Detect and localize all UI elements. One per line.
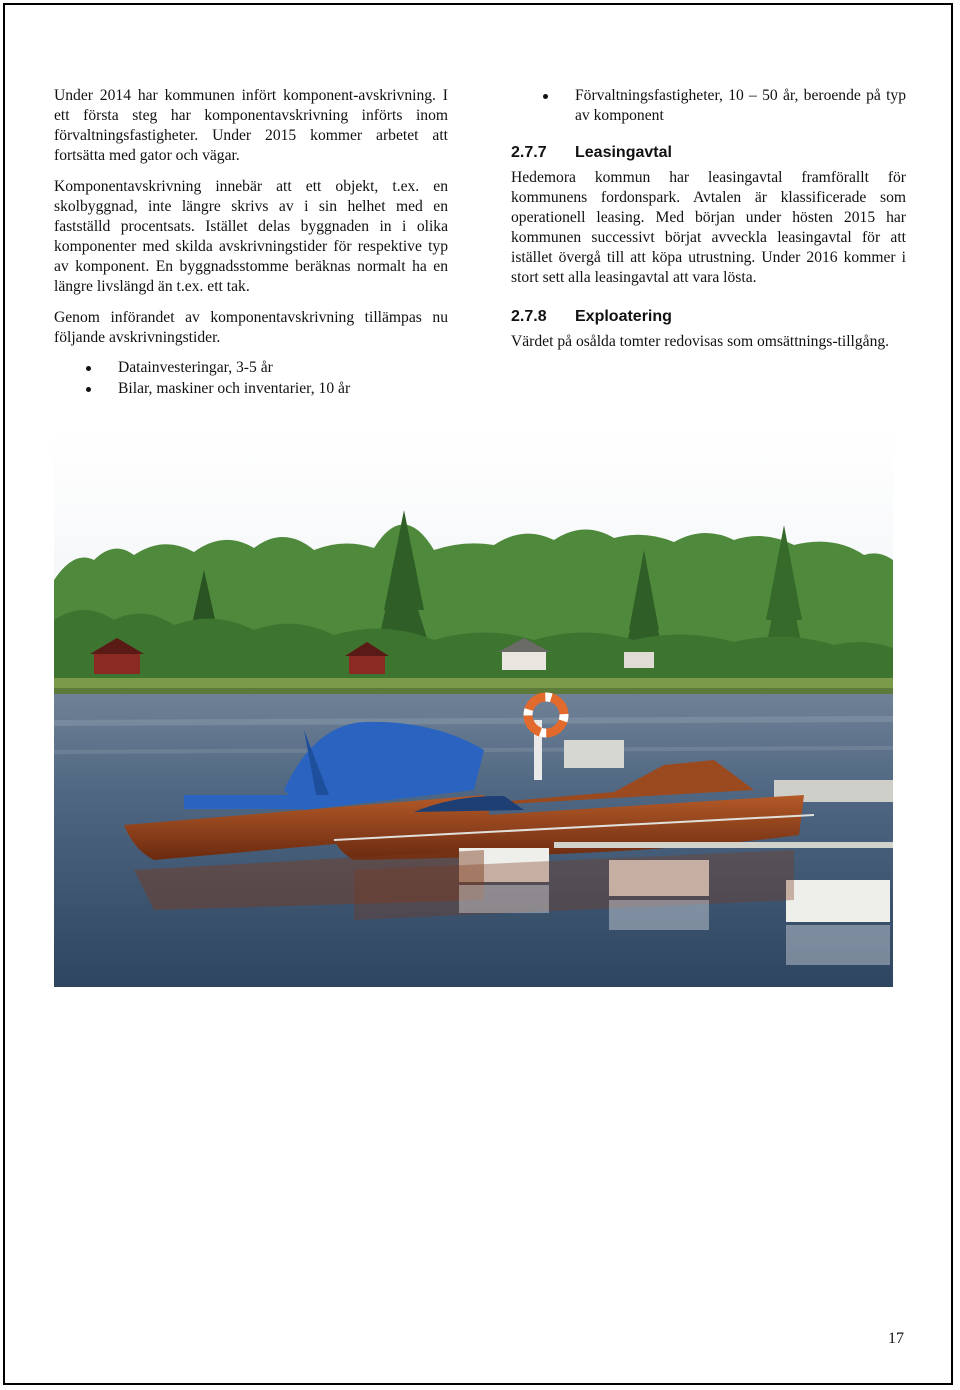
white-house [624, 652, 654, 668]
section-heading-leasing [511, 142, 906, 164]
lake-boats-photo [54, 430, 893, 987]
paragraph-depreciation-periods-intro: Genom införandet av komponentavskrivning tillämpas nu följande avskrivningstider. [54, 309, 448, 346]
page-number: 17 [888, 1330, 904, 1347]
bullet-icon [543, 94, 548, 99]
bullet-icon [86, 366, 91, 371]
bullet-icon [86, 387, 91, 392]
right-column [511, 86, 906, 363]
section-title: Exploatering [575, 308, 672, 325]
section-number: 2.7.7 [511, 144, 547, 161]
list-item: Bilar, maskiner och inventarier, 10 år [54, 379, 448, 399]
section-number: 2.7.8 [511, 308, 547, 325]
red-house [94, 652, 140, 674]
list-item: Förvaltningsfastigheter, 10 – 50 år, beroende på typ av komponent [511, 86, 906, 126]
white-house [502, 650, 546, 670]
dock [564, 740, 624, 768]
paragraph-component-depreciation-definition: Komponentavskrivning innebär att ett objekt, t.ex. en skolbyggnad, inte längre skrivs av i sin helhet med en fastställd procentsats. Istället delas byggnaden in i olika komponenter med skilda avskrivningstider för respektive typ av komponent. En byggnadsstomme beräknas normalt ha en längre livslängd än t.ex. ett tak. [54, 178, 448, 295]
left-column [54, 86, 448, 400]
paragraph-component-depreciation-intro: Under 2014 har kommunen infört komponent-avskrivning. I ett första steg har komponentavskrivning införts inom förvaltningsfastigheter. Under 2015 kommer arbetet att fortsätta med gator och vägar. [54, 87, 448, 164]
red-house [349, 654, 385, 674]
depreciation-list-left [54, 358, 448, 399]
pontoon [786, 880, 890, 922]
paragraph-leasing: Hedemora kommun har leasingavtal framförallt för kommunens fordonspark. Avtalen är klassificerade som operationell leasing. Med början under hösten 2015 har kommunen successivt börjat avveckla leasingavtal för att istället övergå till att köpa utrustning. Under 2016 kommer i stort sett alla leasingavtal att vara lösta. [511, 169, 906, 286]
list-item: Datainvesteringar, 3-5 år [54, 358, 448, 378]
section-heading-exploatering [511, 306, 906, 328]
paragraph-exploatering: Värdet på osålda tomter redovisas som omsättnings-tillgång. [511, 333, 890, 350]
section-title: Leasingavtal [575, 144, 672, 161]
depreciation-list-right [511, 86, 906, 126]
